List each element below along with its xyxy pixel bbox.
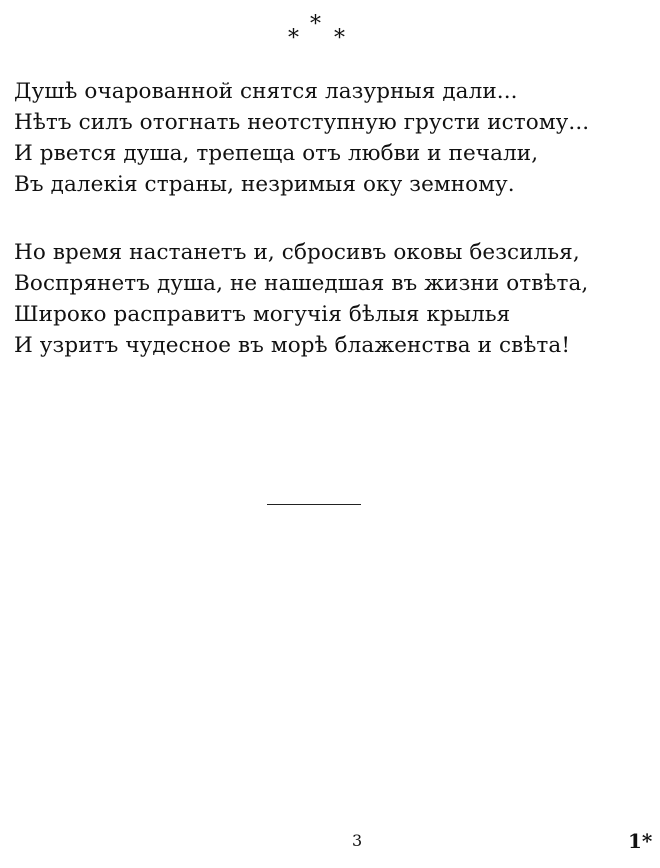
poem-line: Но время настанетъ и, сбросивъ оковы безсилья,: [14, 240, 580, 265]
poem-stanza-2: [14, 237, 644, 361]
signature-mark: 1*: [628, 829, 653, 853]
poem-line: Воспрянетъ душа, не нашедшая въ жизни отвѣта,: [14, 271, 589, 296]
asterism: [0, 12, 660, 52]
poem-line: И узритъ чудесное въ морѣ блаженства и свѣта!: [14, 333, 571, 358]
asterism-star: *: [334, 26, 345, 51]
poem-line: И рвется душа, трепеща отъ любви и печали,: [14, 141, 539, 166]
poem-line: Душѣ очарованной снятся лазурныя дали...: [14, 79, 518, 104]
poem-line: Широко расправитъ могучія бѣлыя крылья: [14, 302, 511, 327]
asterism-star: *: [288, 26, 299, 51]
poem-stanza-1: [14, 76, 644, 200]
section-divider: [267, 504, 361, 505]
poem-line: Въ далекія страны, незримыя оку земному.: [14, 172, 515, 197]
page-number: 3: [352, 831, 363, 850]
poem-line: Нѣтъ силъ отогнать неотступную грусти истому...: [14, 110, 590, 135]
asterism-star: *: [310, 12, 321, 37]
